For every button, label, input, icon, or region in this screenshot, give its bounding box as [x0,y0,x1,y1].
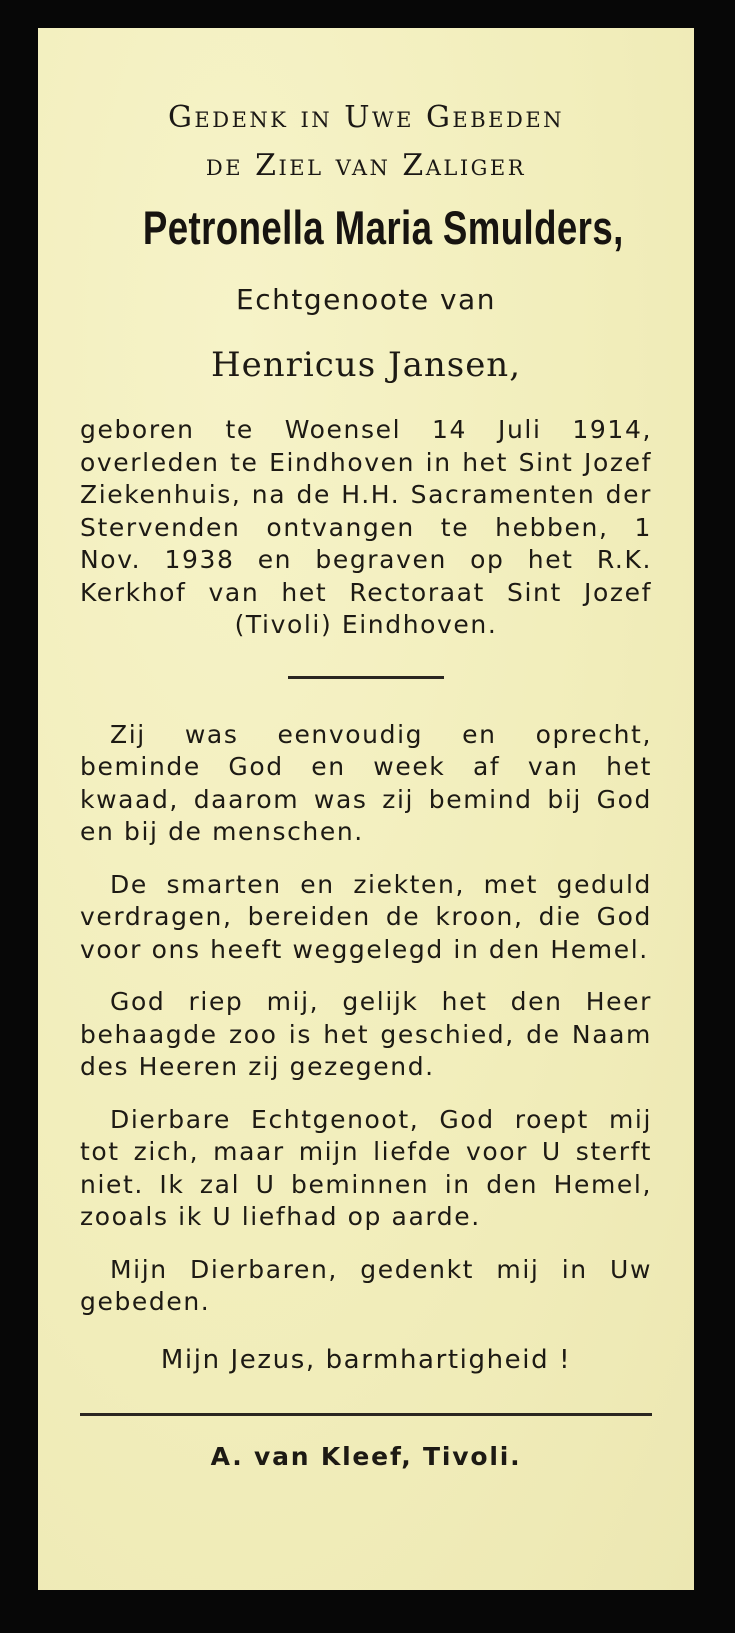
biography-paragraph: geboren te Woensel 14 Juli 1914, overleden te Eindhoven in het Sint Jozef Ziekenhuis, na de H.H. Sacramenten der Stervenden ontvangen te hebben, 1 Nov. 1938 en begraven op het R.K. Kerkhof van het Rectoraat Sint Jozef (Tivoli) Eindhoven. [80,415,652,639]
verse-paragraph: Zij was eenvoudig en oprecht, beminde God en week af van het kwaad, daarom was zij bemind bij God en bij de menschen. [80,719,652,846]
verse-paragraph: Dierbare Echtgenoot, God roept mij tot zich, maar mijn liefde voor U sterft niet. Ik zal U beminnen in den Hemel, zooals ik U liefhad op aarde. [80,1104,652,1231]
header-line-1: Gedenk in Uwe Gebeden [167,100,565,135]
spouse-name: Henricus Jansen, [210,345,522,385]
header-line-2: de Ziel van Zaliger [205,148,527,183]
printer-credit: A. van Kleef, Tivoli. [210,1441,522,1471]
footer-rule [80,1413,652,1416]
closing-prayer: Mijn Jezus, barmhartigheid ! [160,1344,572,1375]
deceased-name: Petronella Maria Smulders, [142,201,624,254]
relation-label: Echtgenoote van [236,283,496,316]
memorial-card [38,28,694,1590]
section-divider [288,676,444,679]
verse-paragraph: De smarten en ziekten, met geduld verdragen, bereiden de kroon, die God voor ons heeft weggelegd in den Hemel. [80,869,652,964]
verse-paragraph: Mijn Dierbaren, gedenkt mij in Uw gebeden. [80,1254,652,1316]
verse-paragraph: God riep mij, gelijk het den Heer behaagde zoo is het geschied, de Naam des Heeren zij gezegend. [80,987,652,1081]
